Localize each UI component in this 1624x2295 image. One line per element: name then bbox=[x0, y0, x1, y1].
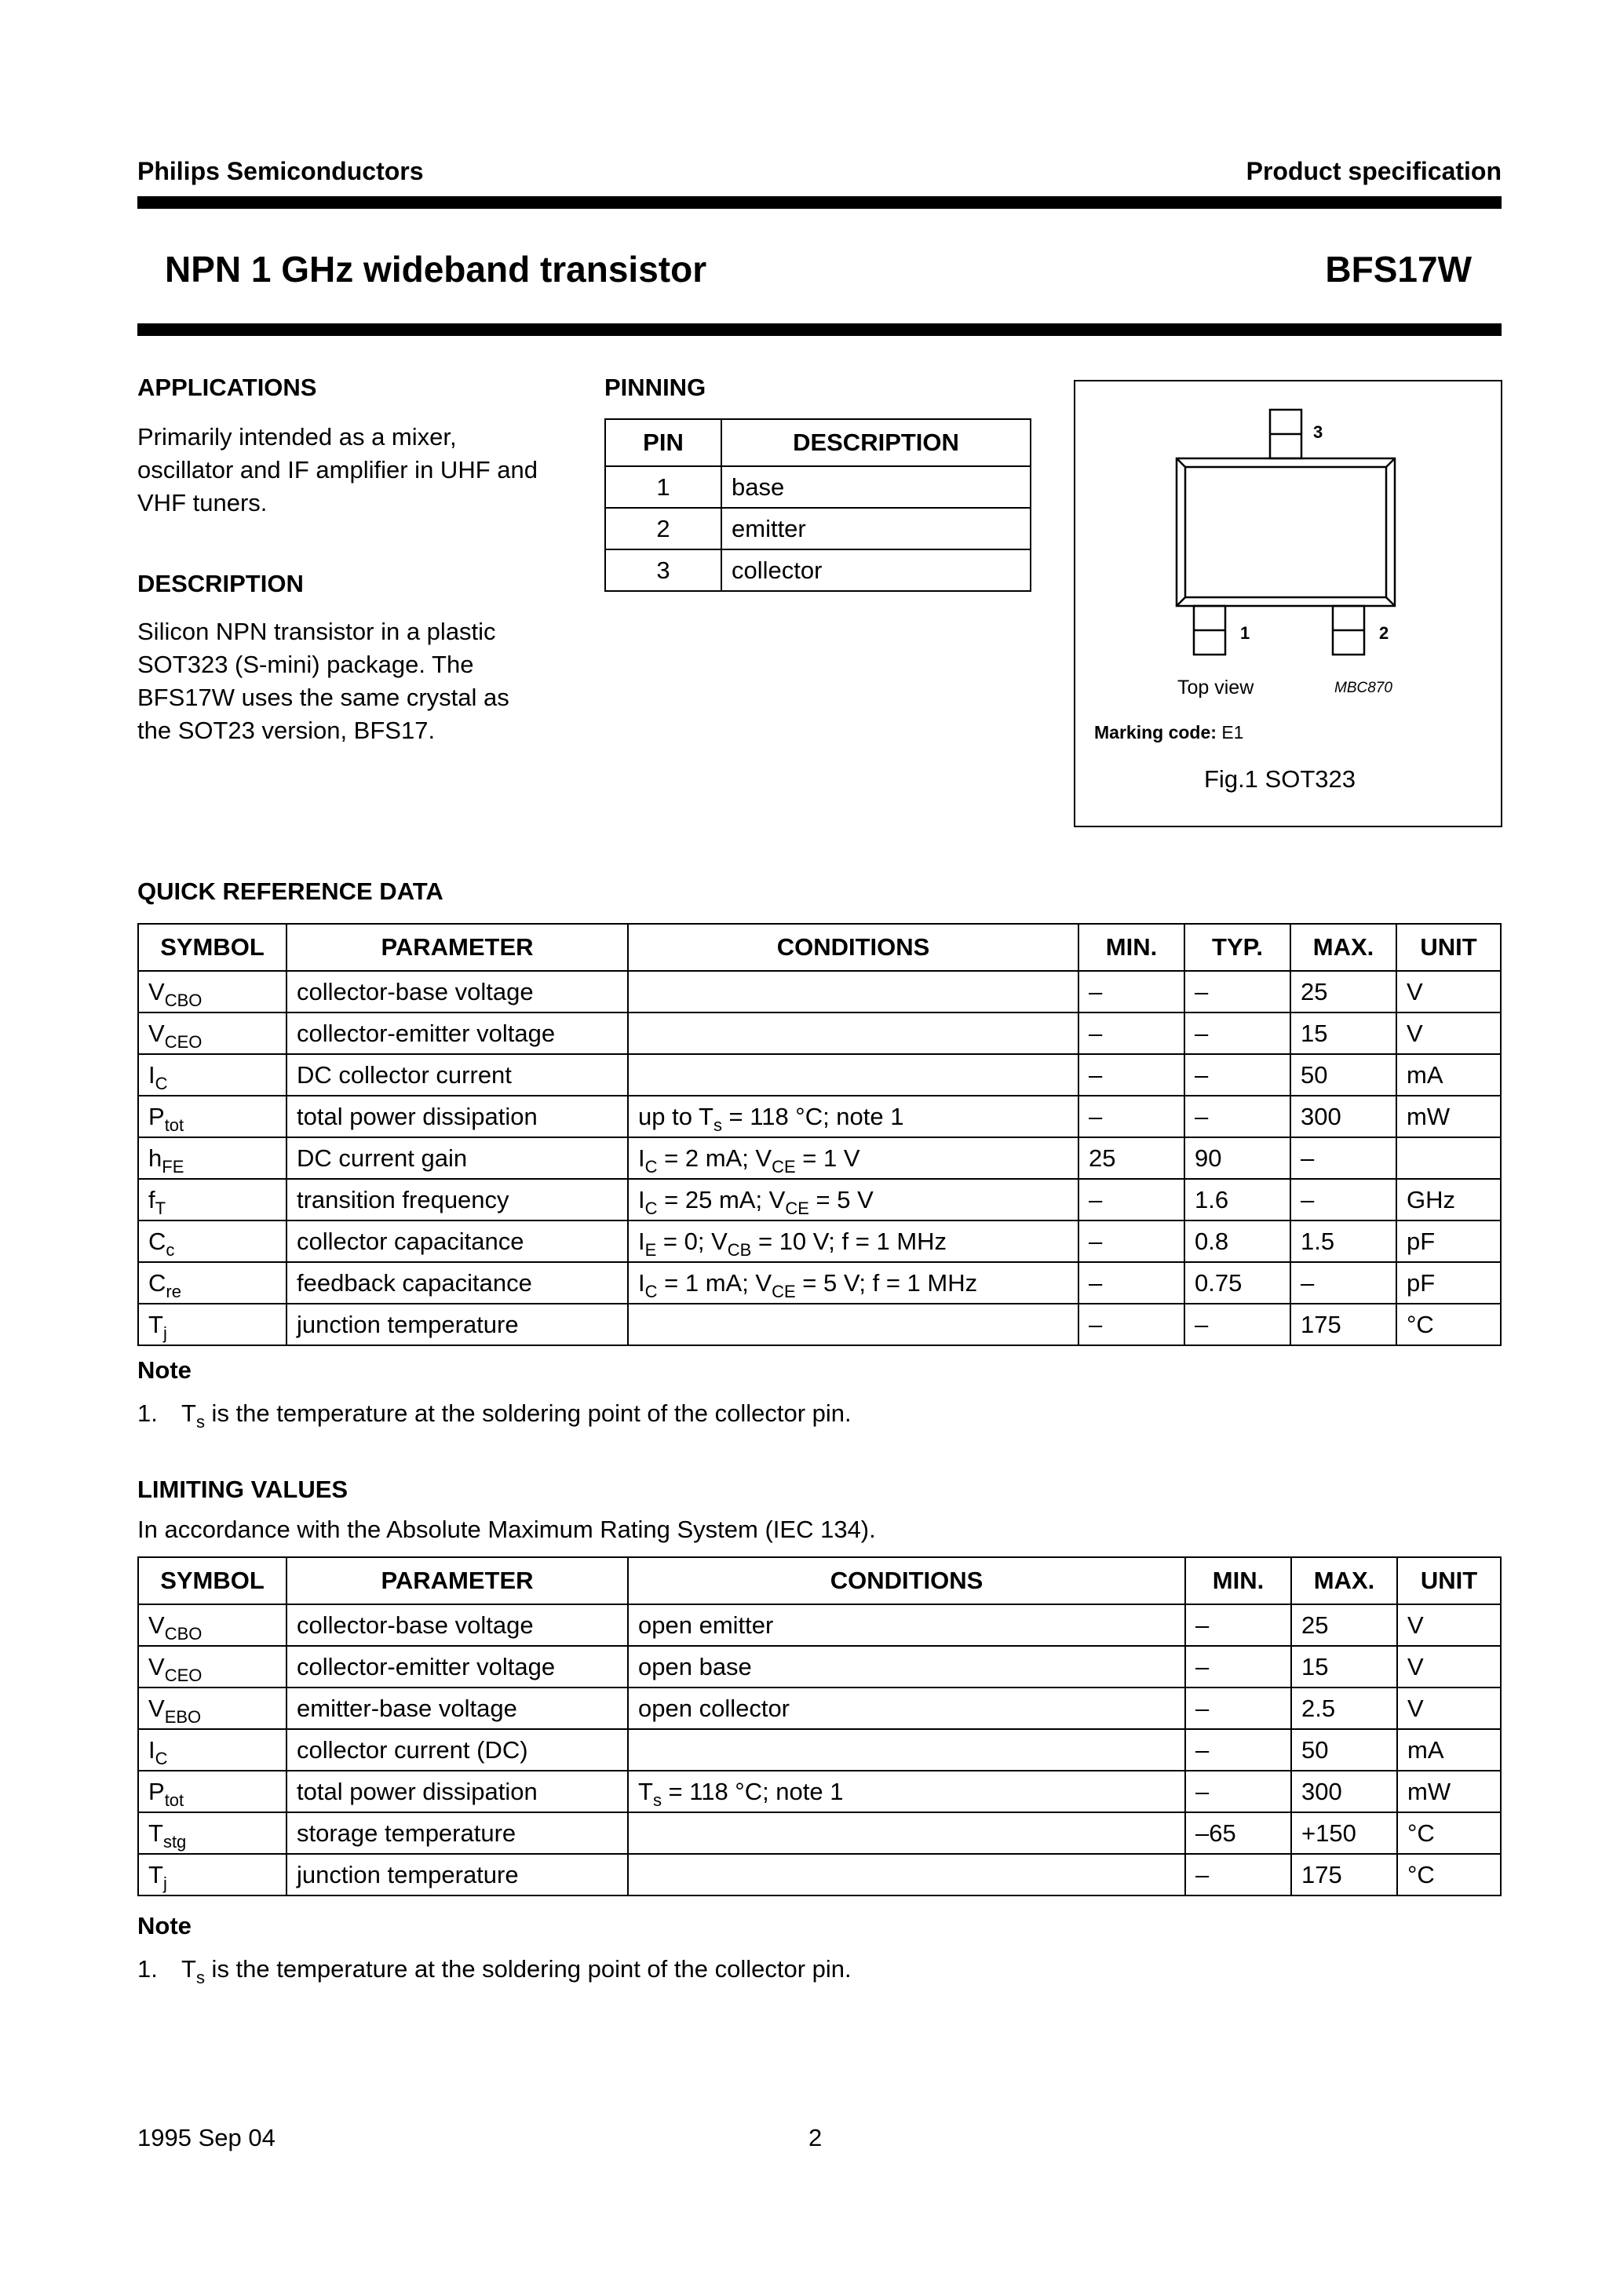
symbol-subscript: FE bbox=[162, 1156, 184, 1177]
subscript: C bbox=[644, 1281, 658, 1301]
table-row bbox=[605, 508, 1031, 549]
parameter-cell: feedback capacitance bbox=[286, 1262, 628, 1304]
applications-line: VHF tuners. bbox=[137, 489, 268, 516]
conditions-cell bbox=[628, 1812, 1185, 1854]
package-figure bbox=[1074, 380, 1502, 827]
symbol-cell: $C_c$ bbox=[138, 1220, 286, 1262]
conditions-cell bbox=[628, 1054, 1078, 1096]
pinning-header-row bbox=[605, 419, 1031, 466]
quick-ref-table bbox=[137, 923, 1502, 1346]
col-max: MAX. bbox=[1291, 1557, 1397, 1604]
col-parameter: PARAMETER bbox=[286, 924, 628, 971]
unit-cell: mW bbox=[1397, 1771, 1501, 1812]
figure-caption: Fig.1 SOT323 bbox=[1204, 765, 1356, 793]
col-conditions: CONDITIONS bbox=[628, 1557, 1185, 1604]
sot323-outline-drawing bbox=[1075, 381, 1501, 826]
min-cell: – bbox=[1185, 1688, 1291, 1729]
parameter-cell: total power dissipation bbox=[286, 1096, 628, 1137]
parameter-cell: transition frequency bbox=[286, 1179, 628, 1220]
table-row bbox=[138, 1688, 1501, 1729]
symbol-subscript: stg bbox=[162, 1831, 187, 1852]
unit-cell: pF bbox=[1396, 1262, 1501, 1304]
pin-number-cell: 3 bbox=[605, 549, 721, 591]
limiting-heading: LIMITING VALUES bbox=[137, 1476, 349, 1503]
drawing-code: MBC870 bbox=[1334, 680, 1392, 696]
conditions-cell: open base bbox=[628, 1646, 1185, 1688]
table-row bbox=[138, 971, 1501, 1012]
symbol-cell: $T_j$ bbox=[138, 1854, 286, 1895]
max-cell: 1.5 bbox=[1290, 1220, 1396, 1262]
symbol-cell: $P_{tot}$ bbox=[138, 1096, 286, 1137]
limiting-intro: In accordance with the Absolute Maximum Rating System (IEC 134). bbox=[137, 1516, 876, 1543]
min-cell: – bbox=[1078, 1096, 1184, 1137]
description-line: SOT323 (S-mini) package. The bbox=[137, 651, 474, 678]
subscript: C bbox=[644, 1198, 658, 1218]
typ-cell: – bbox=[1184, 1054, 1290, 1096]
table-row bbox=[605, 466, 1031, 508]
unit-cell: V bbox=[1397, 1688, 1501, 1729]
col-max: MAX. bbox=[1290, 924, 1396, 971]
max-cell: 50 bbox=[1291, 1729, 1397, 1771]
min-cell: – bbox=[1078, 1262, 1184, 1304]
parameter-cell: collector current (DC) bbox=[286, 1729, 628, 1771]
unit-cell: GHz bbox=[1396, 1179, 1501, 1220]
unit-cell: V bbox=[1396, 971, 1501, 1012]
subscript: s bbox=[195, 1412, 205, 1432]
typ-cell: – bbox=[1184, 1304, 1290, 1345]
unit-cell: V bbox=[1397, 1604, 1501, 1646]
table-row bbox=[138, 1137, 1501, 1179]
table-row bbox=[138, 1179, 1501, 1220]
subscript: C bbox=[644, 1156, 658, 1177]
table-row bbox=[138, 1729, 1501, 1771]
symbol-cell: $V_{CEO}$ bbox=[138, 1646, 286, 1688]
conditions-cell bbox=[628, 1012, 1078, 1054]
min-cell: – bbox=[1185, 1729, 1291, 1771]
quick-ref-heading: QUICK REFERENCE DATA bbox=[137, 878, 443, 905]
subscript: CE bbox=[772, 1156, 796, 1177]
table-row bbox=[138, 1854, 1501, 1895]
pin-3-label: 3 bbox=[1313, 422, 1323, 442]
subscript: s bbox=[195, 1968, 205, 1987]
pin-2-label: 2 bbox=[1379, 623, 1389, 643]
subscript: CB bbox=[727, 1239, 752, 1260]
min-cell: – bbox=[1185, 1646, 1291, 1688]
conditions-cell bbox=[628, 971, 1078, 1012]
parameter-cell: DC current gain bbox=[286, 1137, 628, 1179]
package-outline bbox=[1177, 410, 1395, 655]
subscript: E bbox=[644, 1239, 657, 1260]
typ-cell: 90 bbox=[1184, 1137, 1290, 1179]
symbol-cell: $h_{FE}$ bbox=[138, 1137, 286, 1179]
table-row bbox=[605, 549, 1031, 591]
marking-code bbox=[1094, 722, 1243, 743]
table-row bbox=[138, 1304, 1501, 1345]
subscript: CE bbox=[785, 1198, 809, 1218]
min-cell: – bbox=[1078, 1220, 1184, 1262]
limiting-table bbox=[137, 1556, 1502, 1896]
document-type: Product specification bbox=[1246, 157, 1502, 185]
typ-cell: 0.8 bbox=[1184, 1220, 1290, 1262]
col-symbol: SYMBOL bbox=[138, 1557, 286, 1604]
conditions-cell: $I_C = 2$ mA; $V_{CE} = 1$ V bbox=[628, 1137, 1078, 1179]
quick-ref-note-heading: Note bbox=[137, 1356, 192, 1384]
symbol-subscript: j bbox=[162, 1873, 167, 1893]
col-parameter: PARAMETER bbox=[286, 1557, 628, 1604]
conditions-cell: up to $T_s = 118$ °C; note 1 bbox=[628, 1096, 1078, 1137]
unit-cell: V bbox=[1396, 1012, 1501, 1054]
pin-description-cell: base bbox=[721, 466, 1031, 508]
pin-description-cell: collector bbox=[721, 549, 1031, 591]
max-cell: 175 bbox=[1290, 1304, 1396, 1345]
symbol-subscript: CEO bbox=[164, 1031, 203, 1052]
max-cell: 300 bbox=[1290, 1096, 1396, 1137]
description-text bbox=[137, 615, 509, 747]
symbol-cell: $I_C$ bbox=[138, 1054, 286, 1096]
applications-line: Primarily intended as a mixer, bbox=[137, 423, 457, 451]
parameter-cell: junction temperature bbox=[286, 1854, 628, 1895]
min-cell: – bbox=[1078, 971, 1184, 1012]
min-cell: – bbox=[1185, 1854, 1291, 1895]
symbol-cell: $f_T$ bbox=[138, 1179, 286, 1220]
max-cell: – bbox=[1290, 1179, 1396, 1220]
max-cell: 2.5 bbox=[1291, 1688, 1397, 1729]
subscript: s bbox=[713, 1115, 722, 1135]
parameter-cell: collector capacitance bbox=[286, 1220, 628, 1262]
conditions-cell: $I_C = 1$ mA; $V_{CE} = 5$ V; f = 1 MHz bbox=[628, 1262, 1078, 1304]
min-cell: – bbox=[1078, 1304, 1184, 1345]
part-number: BFS17W bbox=[1325, 249, 1472, 290]
table-row bbox=[138, 1096, 1501, 1137]
max-cell: 300 bbox=[1291, 1771, 1397, 1812]
parameter-cell: DC collector current bbox=[286, 1054, 628, 1096]
min-cell: – bbox=[1185, 1771, 1291, 1812]
symbol-subscript: EBO bbox=[164, 1706, 202, 1727]
symbol-cell: $V_{CBO}$ bbox=[138, 971, 286, 1012]
title-rule bbox=[137, 323, 1502, 336]
parameter-cell: total power dissipation bbox=[286, 1771, 628, 1812]
max-cell: – bbox=[1290, 1137, 1396, 1179]
typ-cell: 1.6 bbox=[1184, 1179, 1290, 1220]
description-line: the SOT23 version, BFS17. bbox=[137, 717, 436, 744]
pin-number-cell: 2 bbox=[605, 508, 721, 549]
unit-cell: °C bbox=[1397, 1812, 1501, 1854]
page-title: NPN 1 GHz wideband transistor bbox=[165, 249, 707, 290]
limiting-note bbox=[137, 1953, 852, 1986]
parameter-cell: storage temperature bbox=[286, 1812, 628, 1854]
min-cell: – bbox=[1078, 1179, 1184, 1220]
parameter-cell: collector-emitter voltage bbox=[286, 1646, 628, 1688]
max-cell: 15 bbox=[1290, 1012, 1396, 1054]
symbol-subscript: CEO bbox=[164, 1665, 203, 1685]
pin-description-cell: emitter bbox=[721, 508, 1031, 549]
symbol-cell: $C_{re}$ bbox=[138, 1262, 286, 1304]
unit-cell: °C bbox=[1396, 1304, 1501, 1345]
col-typ: TYP. bbox=[1184, 924, 1290, 971]
quick-ref-note bbox=[137, 1397, 852, 1430]
col-symbol: SYMBOL bbox=[138, 924, 286, 971]
conditions-cell: $I_C = 25$ mA; $V_{CE} = 5$ V bbox=[628, 1179, 1078, 1220]
symbol-subscript: tot bbox=[164, 1790, 184, 1810]
marking-code-value: E1 bbox=[1221, 722, 1244, 742]
unit-cell bbox=[1396, 1137, 1501, 1179]
note-text: $T_s$ is the temperature at the soldering point of the collector pin. bbox=[181, 1399, 852, 1432]
symbol-cell: $V_{CBO}$ bbox=[138, 1604, 286, 1646]
symbol-subscript: CBO bbox=[164, 1623, 203, 1644]
description-line: Silicon NPN transistor in a plastic bbox=[137, 618, 496, 645]
symbol-cell: $T_{stg}$ bbox=[138, 1812, 286, 1854]
col-unit: UNIT bbox=[1397, 1557, 1501, 1604]
symbol-cell: $V_{EBO}$ bbox=[138, 1688, 286, 1729]
typ-cell: 0.75 bbox=[1184, 1262, 1290, 1304]
col-conditions: CONDITIONS bbox=[628, 924, 1078, 971]
typ-cell: – bbox=[1184, 971, 1290, 1012]
table-row bbox=[138, 1220, 1501, 1262]
max-cell: 175 bbox=[1291, 1854, 1397, 1895]
unit-cell: pF bbox=[1396, 1220, 1501, 1262]
subscript: s bbox=[652, 1790, 662, 1810]
applications-line: oscillator and IF amplifier in UHF and bbox=[137, 456, 538, 483]
col-min: MIN. bbox=[1185, 1557, 1291, 1604]
symbol-subscript: C bbox=[155, 1748, 168, 1768]
min-cell: – bbox=[1078, 1012, 1184, 1054]
conditions-cell: $T_s = 118$ °C; note 1 bbox=[628, 1771, 1185, 1812]
limiting-header-row bbox=[138, 1557, 1501, 1604]
conditions-cell bbox=[628, 1304, 1078, 1345]
marking-code-label: Marking code: bbox=[1094, 722, 1217, 742]
table-row bbox=[138, 1646, 1501, 1688]
symbol-subscript: c bbox=[166, 1239, 175, 1260]
pinning-table bbox=[604, 418, 1031, 592]
table-row bbox=[138, 1012, 1501, 1054]
symbol-subscript: CBO bbox=[164, 990, 203, 1010]
conditions-cell bbox=[628, 1729, 1185, 1771]
symbol-subscript: tot bbox=[164, 1115, 184, 1135]
parameter-cell: emitter-base voltage bbox=[286, 1688, 628, 1729]
unit-cell: mA bbox=[1397, 1729, 1501, 1771]
max-cell: +150 bbox=[1291, 1812, 1397, 1854]
symbol-subscript: re bbox=[166, 1281, 181, 1301]
conditions-cell: open emitter bbox=[628, 1604, 1185, 1646]
max-cell: – bbox=[1290, 1262, 1396, 1304]
unit-cell: V bbox=[1397, 1646, 1501, 1688]
parameter-cell: collector-base voltage bbox=[286, 1604, 628, 1646]
typ-cell: – bbox=[1184, 1012, 1290, 1054]
quick-ref-header-row bbox=[138, 924, 1501, 971]
col-pin: PIN bbox=[605, 419, 721, 466]
unit-cell: mA bbox=[1396, 1054, 1501, 1096]
unit-cell: °C bbox=[1397, 1854, 1501, 1895]
note-number: 1. bbox=[137, 1399, 158, 1427]
pinning-heading: PINNING bbox=[604, 374, 706, 401]
description-line: BFS17W uses the same crystal as bbox=[137, 684, 509, 711]
pin-number-cell: 1 bbox=[605, 466, 721, 508]
max-cell: 25 bbox=[1291, 1604, 1397, 1646]
symbol-cell: $I_C$ bbox=[138, 1729, 286, 1771]
conditions-cell: open collector bbox=[628, 1688, 1185, 1729]
description-heading: DESCRIPTION bbox=[137, 570, 304, 597]
symbol-subscript: T bbox=[155, 1198, 166, 1218]
note-text: $T_s$ is the temperature at the soldering point of the collector pin. bbox=[181, 1955, 852, 1987]
typ-cell: – bbox=[1184, 1096, 1290, 1137]
header-rule bbox=[137, 196, 1502, 209]
conditions-cell bbox=[628, 1854, 1185, 1895]
applications-heading: APPLICATIONS bbox=[137, 374, 317, 401]
table-row bbox=[138, 1812, 1501, 1854]
col-description: DESCRIPTION bbox=[721, 419, 1031, 466]
col-unit: UNIT bbox=[1396, 924, 1501, 971]
max-cell: 25 bbox=[1290, 971, 1396, 1012]
unit-cell: mW bbox=[1396, 1096, 1501, 1137]
symbol-subscript: j bbox=[162, 1323, 167, 1343]
min-cell: – bbox=[1185, 1604, 1291, 1646]
symbol-cell: $T_j$ bbox=[138, 1304, 286, 1345]
conditions-cell: $I_E = 0$; $V_{CB} = 10$ V; f = 1 MHz bbox=[628, 1220, 1078, 1262]
col-min: MIN. bbox=[1078, 924, 1184, 971]
pin-1-label: 1 bbox=[1240, 623, 1250, 643]
subscript: CE bbox=[772, 1281, 796, 1301]
symbol-cell: $P_{tot}$ bbox=[138, 1771, 286, 1812]
limiting-note-heading: Note bbox=[137, 1912, 192, 1939]
page-number: 2 bbox=[808, 2124, 823, 2151]
table-row bbox=[138, 1262, 1501, 1304]
footer-date: 1995 Sep 04 bbox=[137, 2124, 276, 2151]
min-cell: 25 bbox=[1078, 1137, 1184, 1179]
symbol-cell: $V_{CEO}$ bbox=[138, 1012, 286, 1054]
table-row bbox=[138, 1054, 1501, 1096]
min-cell: –65 bbox=[1185, 1812, 1291, 1854]
symbol-subscript: C bbox=[155, 1073, 168, 1093]
parameter-cell: junction temperature bbox=[286, 1304, 628, 1345]
min-cell: – bbox=[1078, 1054, 1184, 1096]
max-cell: 50 bbox=[1290, 1054, 1396, 1096]
table-row bbox=[138, 1771, 1501, 1812]
applications-text bbox=[137, 421, 538, 520]
company-name: Philips Semiconductors bbox=[137, 157, 424, 185]
table-row bbox=[138, 1604, 1501, 1646]
parameter-cell: collector-base voltage bbox=[286, 971, 628, 1012]
note-number: 1. bbox=[137, 1955, 158, 1983]
parameter-cell: collector-emitter voltage bbox=[286, 1012, 628, 1054]
view-label: Top view bbox=[1177, 677, 1254, 699]
max-cell: 15 bbox=[1291, 1646, 1397, 1688]
